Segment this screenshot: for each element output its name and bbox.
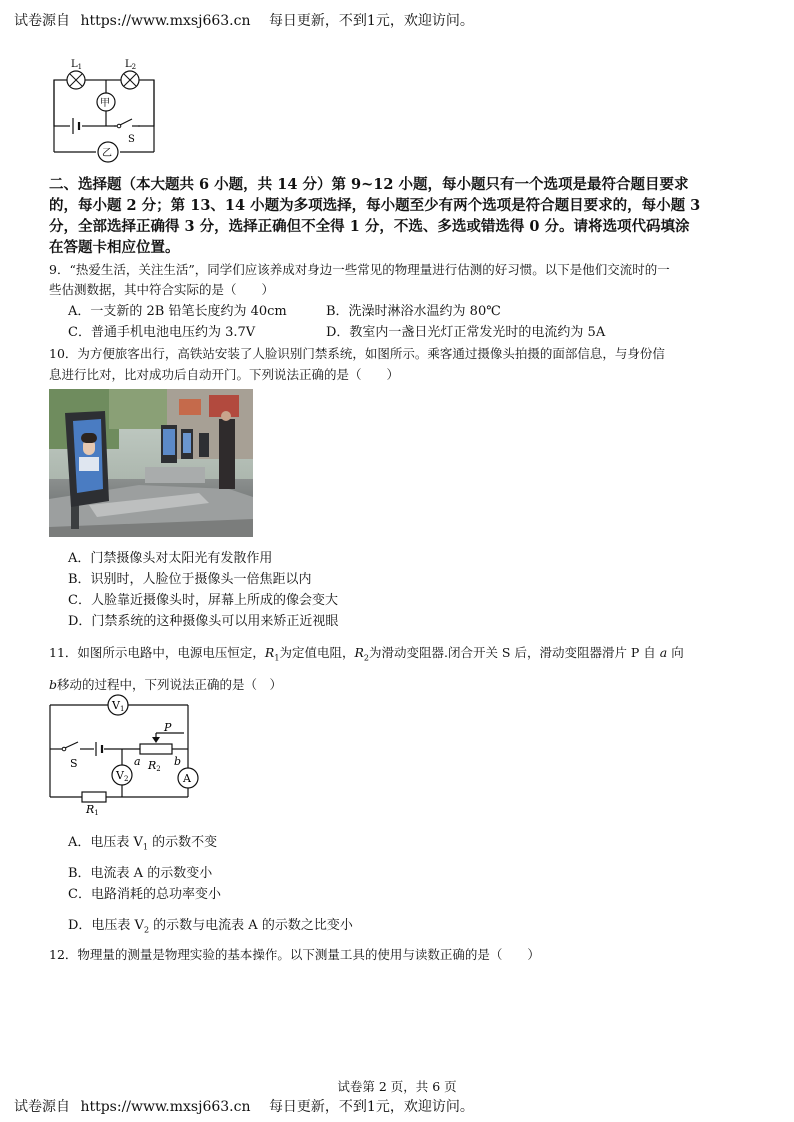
question-text: 10．为方便旅客出行，高铁站安装了人脸识别门禁系统，如图所示。乘客通过摄像头拍摄的面部信息，与身份信 (49, 346, 665, 361)
banner-slogan: 每日更新，不到1元，欢迎访问。 (268, 13, 474, 29)
q10-option-c: C．人脸靠近摄像头时，屏幕上所成的像会变大 (68, 593, 338, 608)
voltmeter-v2-label: V2 (116, 769, 129, 783)
ammeter-a-label: A (183, 772, 191, 785)
q9-option-c: C．普通手机电池电压约为 3.7V (68, 325, 256, 340)
q10-option-d: D．门禁系统的这种摄像头可以用来矫正近视眼 (68, 614, 339, 629)
bottom-banner (14, 1096, 474, 1116)
terminal-a-label: a (134, 755, 141, 768)
q9-option-a: A．一支新的 2B 铅笔长度约为 40cm (68, 304, 287, 319)
q10-option-b: B．识别时，人脸位于摄像头一倍焦距以内 (68, 572, 312, 587)
question-11-line1: 11．如图所示电路中，电源电压恒定，$R_1$为定值电阻，$R_2$为滑动变阻器.闭合开关 S 后，滑动变阻器滑片 P 自 a 向 (49, 645, 684, 663)
top-banner (14, 10, 474, 30)
banner-url[interactable]: https://www.mxsj663.cn (80, 1099, 251, 1115)
resistor-r2-label: R2 (148, 759, 161, 773)
face-recognition-gate-photo (49, 389, 253, 537)
question-10 (49, 343, 665, 385)
switch-s-label: S (128, 134, 135, 145)
resistor-r1-label: R1 (86, 803, 99, 817)
q10-option-a: A．门禁摄像头对太阳光有发散作用 (68, 551, 273, 566)
q11-option-c: C．电路消耗的总功率变小 (68, 887, 221, 902)
q11-option-b: B．电流表 A 的示数变小 (68, 866, 213, 881)
section-line: 在答题卡相应位置。 (49, 239, 180, 256)
question-11-line2: b移动的过程中，下列说法正确的是（ ） (49, 677, 283, 692)
question-text: 9．“热爱生活，关注生活”，同学们应该养成对身边一些常见的物理量进行估测的好习惯。以下是他们交流时的一 (49, 262, 670, 277)
question-text: 些估测数据，其中符合实际的是（ ） (49, 282, 275, 297)
page-number: 试卷第 2 页，共 6 页 (337, 1079, 457, 1094)
meter-yi-label: 乙 (102, 148, 112, 159)
q9-option-b: B．洗澡时淋浴水温约为 80℃ (326, 304, 501, 319)
question-text: 息进行比对，比对成功后自动开门。下列说法正确的是（ ） (49, 367, 400, 382)
banner-source: 试卷源自 (14, 1099, 70, 1115)
slider-p-label: P (164, 721, 172, 734)
question-9 (49, 260, 670, 300)
switch-s-label: S (70, 757, 78, 770)
q11-option-d: D．电压表 $V_2$ 的示数与电流表 A 的示数之比变小 (68, 918, 353, 935)
banner-source: 试卷源自 (14, 13, 70, 29)
section-line: 分，全部选择正确得 3 分，选择正确但不全得 1 分，不选、多选或错选得 0 分。请将选项代码填涂 (49, 218, 690, 235)
voltmeter-v1-label: V1 (112, 699, 125, 713)
lamp-l1-label: $L_1$ (71, 59, 83, 71)
circuit-diagram-q11 (44, 693, 208, 817)
q10-options (68, 548, 338, 632)
meter-jia-label: 甲 (100, 98, 110, 109)
terminal-b-label: b (174, 755, 182, 768)
banner-slogan: 每日更新，不到1元，欢迎访问。 (268, 1099, 474, 1115)
circuit-diagram-lamps (44, 56, 174, 168)
section-line: 的，每小题 2 分；第 13、14 小题为多项选择，每小题至少有两个选项是符合题目要求的，每小题 3 (49, 197, 701, 214)
lamp-l2-label: $L_2$ (125, 59, 137, 71)
banner-url[interactable]: https://www.mxsj663.cn (80, 13, 251, 29)
q9-option-d: D．教室内一盏日光灯正常发光时的电流约为 5A (326, 325, 606, 340)
question-12: 12．物理量的测量是物理实验的基本操作。以下测量工具的使用与读数正确的是（ ） (49, 947, 540, 962)
q11-option-a: A．电压表 $V_1$ 的示数不变 (68, 835, 218, 852)
section-line: 二、选择题（本大题共 6 小题，共 14 分）第 9~12 小题，每小题只有一个选项是最符合题目要求 (49, 176, 689, 193)
section-two-instructions (49, 174, 700, 258)
